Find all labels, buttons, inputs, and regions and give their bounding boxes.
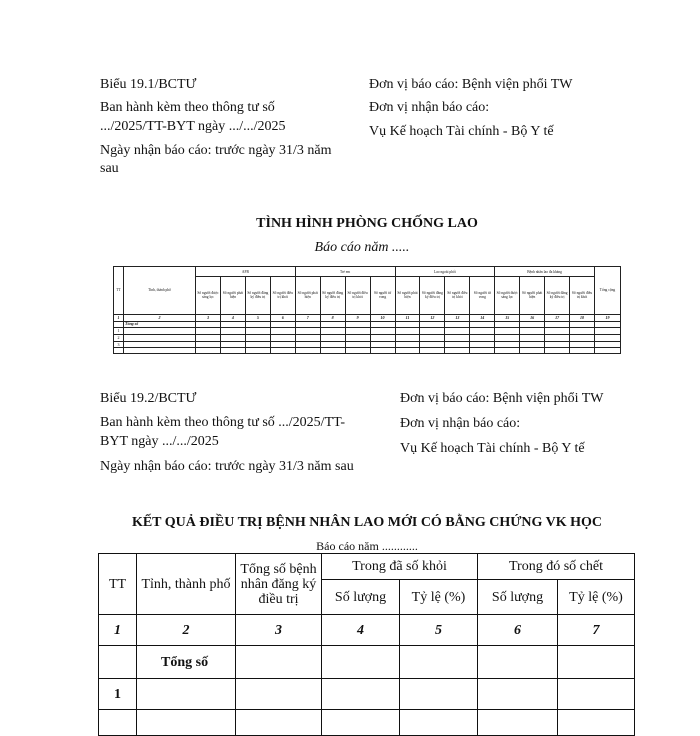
form1-cell: [595, 321, 621, 328]
form2-col-num: 1: [99, 615, 137, 646]
form1-cell: [595, 335, 621, 342]
form1-cell: [270, 348, 295, 354]
form1-cell: [124, 328, 196, 335]
form2-th-province: Tỉnh, thành phố: [137, 554, 236, 615]
form1-cell: [270, 335, 295, 342]
form1-col-num: 14: [470, 314, 495, 321]
form1-cell: [124, 335, 196, 342]
form2-cell: [322, 646, 400, 679]
form1-cell: [395, 348, 420, 354]
form1-col-num: 3: [196, 314, 221, 321]
form1-cell: [495, 348, 520, 354]
form1-cell: [420, 321, 445, 328]
form1-col-num: 2: [124, 314, 196, 321]
form1-cell: [245, 321, 270, 328]
form1-th-sub: Số người điều trị khỏi: [445, 277, 470, 315]
form1-cell: [320, 341, 345, 348]
form1-cell: [595, 328, 621, 335]
form1-cell: [370, 328, 395, 335]
form1-cell: [445, 328, 470, 335]
form1-cell: [320, 328, 345, 335]
form1-cell: [545, 348, 570, 354]
form2-col-num: 6: [478, 615, 558, 646]
form2-th-death-rate: Tỷ lệ (%): [558, 580, 635, 615]
form2-receive: Ngày nhận báo cáo: trước ngày 31/3 năm sau: [100, 459, 354, 474]
form1-cell: [245, 328, 270, 335]
form1-cell: [495, 328, 520, 335]
form1-cell: [420, 341, 445, 348]
form1-col-num: 5: [245, 314, 270, 321]
form2-col-num: 4: [322, 615, 400, 646]
form1-cell: [220, 328, 245, 335]
form1-cell: [270, 328, 295, 335]
form2-col-num: 3: [236, 615, 322, 646]
form1-cell: [470, 348, 495, 354]
form1-col-num: 10: [370, 314, 395, 321]
form1-th-sub: Số người phát hiện: [295, 277, 320, 315]
form2-cell: [400, 710, 478, 736]
form1-cell: [370, 341, 395, 348]
form1-th-group: Lao ngoài phổi: [395, 267, 495, 277]
form1-cell: [370, 321, 395, 328]
form1-th-sub: Số người được sàng lọc: [196, 277, 221, 315]
form1-cell: [320, 335, 345, 342]
form1-row-num: 2: [114, 335, 124, 342]
form2-code: Biểu 19.2/BCTƯ: [100, 391, 197, 406]
form1-cell: [370, 335, 395, 342]
form1-cell: [220, 341, 245, 348]
form2-cell: [478, 710, 558, 736]
form1-cell: [295, 335, 320, 342]
form2-title: KẾT QUẢ ĐIỀU TRỊ BỆNH NHÂN LAO MỚI CÓ BẰNG CHỨNG VK HỌC: [131, 515, 603, 530]
form2-reporting-unit: Đơn vị báo cáo: Bệnh viện phổi TW: [400, 391, 604, 406]
form1-cell: [445, 348, 470, 354]
form1-cell: [420, 335, 445, 342]
form1-cell: [345, 348, 370, 354]
form1-cell: [445, 335, 470, 342]
form1-cell: [445, 341, 470, 348]
form1-cell: [320, 321, 345, 328]
form1-cell: [545, 335, 570, 342]
form1-col-num: 13: [445, 314, 470, 321]
form1-receiving-unit: Vụ Kế hoạch Tài chính - Bộ Y tế: [369, 124, 554, 139]
form1-th-sub: Số người đăng ký điều trị: [320, 277, 345, 315]
form2-cell: [322, 679, 400, 710]
form1-cell: [395, 341, 420, 348]
form1-th-group: Trẻ em: [295, 267, 395, 277]
form1-cell: [520, 328, 545, 335]
form1-row-num: 3: [114, 341, 124, 348]
form2-cell: [478, 679, 558, 710]
form1-th-sub: Số người phát hiện: [220, 277, 245, 315]
form2-th-registered-line: nhân đăng ký: [240, 576, 317, 592]
form1-col-num: 19: [595, 314, 621, 321]
form1-cell: [124, 341, 196, 348]
form1-cell: [395, 335, 420, 342]
form1-th-group: Bệnh nhân lao đa kháng: [495, 267, 595, 277]
form1-title: TÌNH HÌNH PHÒNG CHỐNG LAO: [256, 216, 478, 231]
form2-cell: [236, 710, 322, 736]
form1-th-tt: TT: [114, 267, 124, 315]
form1-col-num: 1: [114, 314, 124, 321]
form1-th-sub: Số người tử vong: [370, 277, 395, 315]
form1-code: Biểu 19.1/BCTƯ: [100, 77, 197, 92]
form1-col-num: 6: [270, 314, 295, 321]
form1-cell: [295, 321, 320, 328]
form1-cell: [495, 335, 520, 342]
form1-cell: [395, 321, 420, 328]
form1-cell: [470, 341, 495, 348]
form1-issued-line1: Ban hành kèm theo thông tư số: [100, 100, 275, 115]
form2-cell: [137, 679, 236, 710]
form1-cell: [570, 348, 595, 354]
form1-col-num: 4: [220, 314, 245, 321]
form1-total-row-label: Tổng số: [124, 321, 196, 328]
form2-cell: [558, 679, 635, 710]
form1-cell: [420, 348, 445, 354]
form1-cell: [570, 341, 595, 348]
form1-cell: [570, 321, 595, 328]
form1-cell: [395, 328, 420, 335]
form1-col-num: 8: [320, 314, 345, 321]
form2-col-num: 2: [137, 615, 236, 646]
form1-col-num: 9: [345, 314, 370, 321]
form1-th-sub: Số người đăng ký điều trị: [245, 277, 270, 315]
form1-table: [113, 266, 621, 354]
form1-cell: [245, 348, 270, 354]
form1-cell: [570, 335, 595, 342]
form2-th-cured-rate: Tỷ lệ (%): [400, 580, 478, 615]
form1-cell: [595, 348, 621, 354]
form1-col-num: 15: [495, 314, 520, 321]
form1-cell: [345, 335, 370, 342]
form1-issued-line2: .../2025/TT-BYT ngày .../.../2025: [100, 119, 286, 134]
form1-cell: [345, 341, 370, 348]
form1-cell: [245, 335, 270, 342]
form2-cell: [99, 710, 137, 736]
form1-cell: [495, 321, 520, 328]
form1-th-sub: Số người điều trị khỏi: [570, 277, 595, 315]
form1-cell: [370, 348, 395, 354]
form2-th-cured-group: Trong đã số khỏi: [322, 554, 478, 580]
form1-cell: [196, 321, 221, 328]
form2-cell: [99, 646, 137, 679]
form2-th-cured-quantity: Số lượng: [322, 580, 400, 615]
form1-cell: [270, 341, 295, 348]
form2-subtitle: Báo cáo năm ............: [316, 539, 418, 553]
form2-th-tt: TT: [99, 554, 137, 615]
form1-cell: [545, 328, 570, 335]
form1-th-sub: Số người đăng ký điều trị: [420, 277, 445, 315]
form2-col-num: 5: [400, 615, 478, 646]
form1-cell: [520, 341, 545, 348]
form1-th-sub: Số người được sàng lọc: [495, 277, 520, 315]
form1-cell: [124, 348, 196, 354]
form1-th-sub: Số người phát hiện: [520, 277, 545, 315]
form1-th-province: Tỉnh, thành phố: [124, 267, 196, 315]
form1-cell: [520, 321, 545, 328]
form1-cell: [320, 348, 345, 354]
form2-cell: [558, 710, 635, 736]
form1-row-num: 1: [114, 328, 124, 335]
form1-cell: [470, 328, 495, 335]
form1-cell: [545, 341, 570, 348]
form1-cell: [470, 335, 495, 342]
form1-cell: [220, 321, 245, 328]
form2-row-num: 1: [99, 679, 137, 710]
form1-cell: [114, 321, 124, 328]
form2-cell: [400, 679, 478, 710]
form1-col-num: 11: [395, 314, 420, 321]
form1-cell: [196, 348, 221, 354]
form1-cell: [445, 321, 470, 328]
form2-receiving-unit-label: Đơn vị nhận báo cáo:: [400, 416, 521, 431]
form1-th-sub: Số người tử vong: [470, 277, 495, 315]
form1-receive-line1: Ngày nhận báo cáo: trước ngày 31/3 năm: [100, 143, 332, 158]
form1-cell: [495, 341, 520, 348]
form1-cell: [345, 321, 370, 328]
form2-th-death-quantity: Số lượng: [478, 580, 558, 615]
form1-cell: [114, 348, 124, 354]
form1-cell: [595, 341, 621, 348]
form1-reporting-unit: Đơn vị báo cáo: Bệnh viện phổi TW: [369, 77, 573, 92]
form2-cell: [137, 710, 236, 736]
form1-th-group: AFB: [196, 267, 296, 277]
form1-cell: [196, 335, 221, 342]
form2-issued-line2: BYT ngày .../.../2025: [100, 434, 219, 449]
form1-cell: [245, 341, 270, 348]
form1-col-num: 12: [420, 314, 445, 321]
form2-col-num: 7: [558, 615, 635, 646]
form1-cell: [270, 321, 295, 328]
form1-th-sub: Số người phát hiện: [395, 277, 420, 315]
form2-th-registered-line: Tổng số bệnh: [240, 561, 317, 577]
form1-col-num: 18: [570, 314, 595, 321]
form1-cell: [295, 341, 320, 348]
form2-cell: [558, 646, 635, 679]
form2-table: [98, 553, 634, 736]
form1-cell: [520, 335, 545, 342]
form1-cell: [570, 328, 595, 335]
form1-cell: [196, 341, 221, 348]
form1-cell: [520, 348, 545, 354]
form1-th-total: Tổng cộng: [595, 267, 621, 315]
form1-subtitle: Báo cáo năm .....: [314, 240, 410, 255]
form1-cell: [470, 321, 495, 328]
form1-cell: [220, 335, 245, 342]
form1-col-num: 16: [520, 314, 545, 321]
form1-cell: [295, 348, 320, 354]
form2-receiving-unit: Vụ Kế hoạch Tài chính - Bộ Y tế: [400, 441, 585, 456]
form2-cell: [322, 710, 400, 736]
form1-col-num: 7: [295, 314, 320, 321]
form1-cell: [220, 348, 245, 354]
form1-th-sub: Số người đăng ký điều trị: [545, 277, 570, 315]
form1-receive-line2: sau: [100, 161, 119, 176]
form2-cell: [400, 646, 478, 679]
form2-cell: [236, 679, 322, 710]
form1-cell: [345, 328, 370, 335]
form2-cell: [236, 646, 322, 679]
form2-th-registered: [236, 554, 322, 615]
form1-cell: [196, 328, 221, 335]
form1-cell: [295, 328, 320, 335]
form1-th-sub: Số người điều trị khỏi: [345, 277, 370, 315]
form1-th-sub: Số người điều trị khỏi: [270, 277, 295, 315]
form1-receiving-unit-label: Đơn vị nhận báo cáo:: [369, 100, 490, 115]
form2-th-death-group: Trong đó số chết: [478, 554, 635, 580]
form1-cell: [545, 321, 570, 328]
form2-th-registered-line: điều trị: [258, 591, 299, 607]
form1-cell: [420, 328, 445, 335]
form1-col-num: 17: [545, 314, 570, 321]
form2-issued-line1: Ban hành kèm theo thông tư số .../2025/TT-: [100, 415, 346, 430]
form2-total-row-label: Tổng số: [137, 646, 236, 679]
form2-cell: [478, 646, 558, 679]
